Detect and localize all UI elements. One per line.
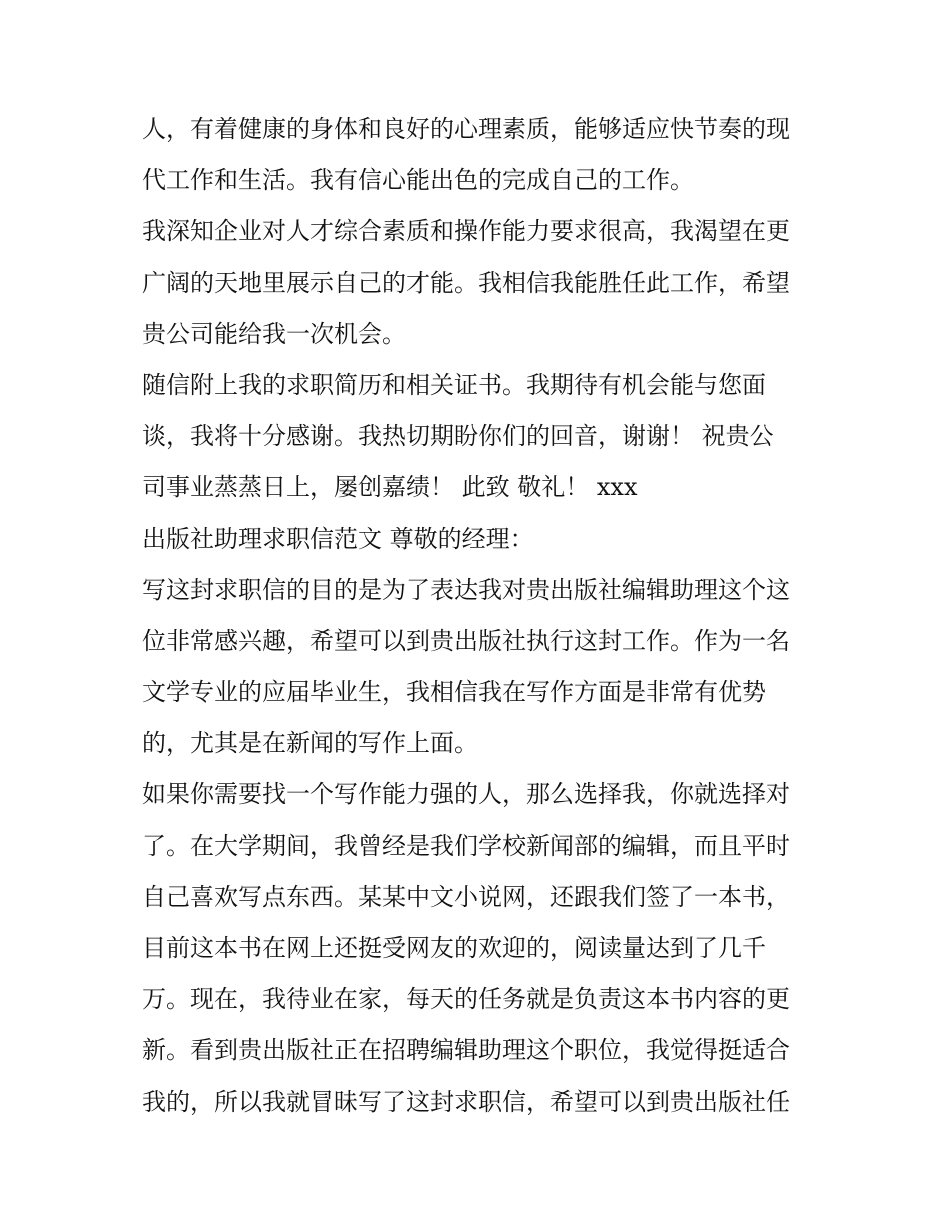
text-line: 自己喜欢写点东西。某某中文小说网，还跟我们签了一本书，: [142, 882, 790, 911]
text-line: 了。在大学期间，我曾经是我们学校新闻部的编辑，而且平时: [142, 831, 790, 860]
text-line: 文学专业的应届毕业生，我相信我在写作方面是非常有优势: [142, 678, 766, 707]
text-line: 司事业蒸蒸日上，屡创嘉绩！ 此致 敬礼！ xxx: [142, 473, 638, 502]
text-line: 人，有着健康的身体和良好的心理素质，能够适应快节奏的现: [142, 115, 790, 143]
letter-body: [142, 104, 822, 1128]
text-line: 随信附上我的求职简历和相关证书。我期待有机会能与您面: [142, 370, 766, 399]
text-line: 新。看到贵出版社正在招聘编辑助理这个职位，我觉得挺适合: [142, 1036, 790, 1065]
text-line: 出版社助理求职信范文 尊敬的经理：: [142, 524, 534, 553]
text-line: 贵公司能给我一次机会。: [142, 319, 406, 348]
text-line: 我的，所以我就冒昧写了这封求职信，希望可以到贵出版社任: [142, 1087, 790, 1116]
text-line: 位非常感兴趣，希望可以到贵出版社执行这封工作。作为一名: [142, 626, 790, 655]
text-line: 如果你需要找一个写作能力强的人，那么选择我，你就选择对: [142, 780, 790, 809]
text-line: 我深知企业对人才综合素质和操作能力要求很高，我渴望在更: [142, 217, 790, 246]
text-line: 的，尤其是在新闻的写作上面。: [142, 729, 478, 758]
text-line: 广阔的天地里展示自己的才能。我相信我能胜任此工作，希望: [142, 268, 790, 297]
text-line: 万。现在，我待业在家，每天的任务就是负责这本书内容的更: [142, 985, 790, 1014]
text-line: 写这封求职信的目的是为了表达我对贵出版社编辑助理这个这: [142, 575, 790, 604]
text-line: 目前这本书在网上还挺受网友的欢迎的，阅读量达到了几千: [142, 934, 766, 962]
text-line: 谈，我将十分感谢。我热切期盼你们的回音，谢谢！ 祝贵公: [142, 422, 774, 451]
text-line: 代工作和生活。我有信心能出色的完成自己的工作。: [142, 166, 694, 195]
